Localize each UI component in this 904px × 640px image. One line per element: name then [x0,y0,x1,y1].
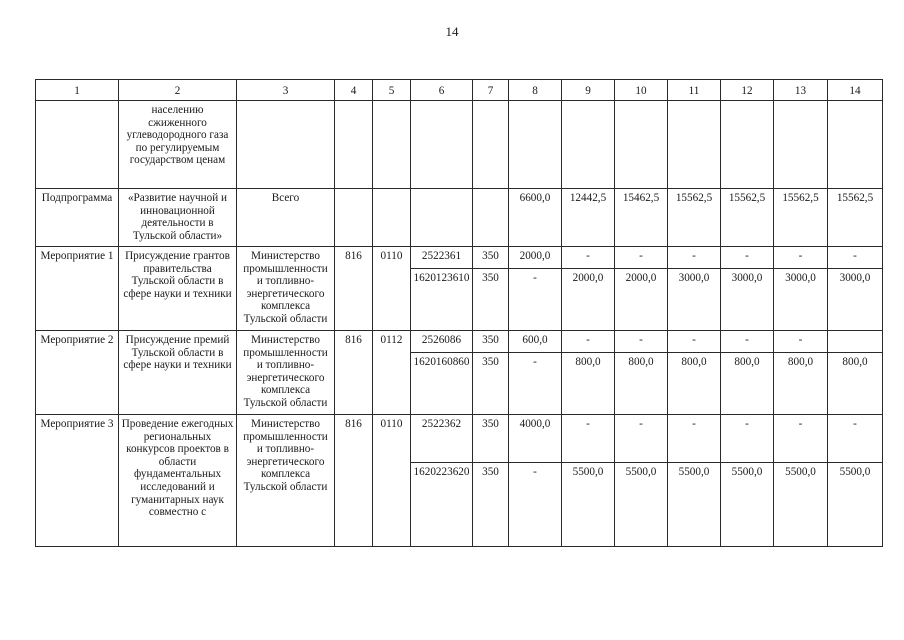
row-name-cell: «Развитие научной и инновационной деятельности в Тульской области» [119,189,237,247]
column-header: 8 [509,80,562,101]
row-name-cell: Проведение ежегодных региональных конкурсов проектов в области фундаментальных исследований и гуманитарных наук совместно с [119,415,237,547]
value-cell [562,101,615,189]
value-cell: - [615,415,668,463]
column-header: 3 [237,80,335,101]
value-cell [668,101,721,189]
measure-row [36,415,883,463]
value-cell [721,101,774,189]
csr-cell: 1620160860 [411,353,473,415]
value-cell: 15462,5 [615,189,668,247]
value-cell: 15562,5 [721,189,774,247]
value-cell: - [774,331,828,353]
value-cell [828,331,883,353]
value-cell: 2000,0 [615,269,668,331]
value-cell: 800,0 [562,353,615,415]
value-cell: 2000,0 [509,247,562,269]
vr-cell: 350 [473,331,509,353]
value-cell: 5500,0 [615,463,668,547]
value-cell: 6600,0 [509,189,562,247]
row-type-cell: Мероприятие 2 [36,331,119,415]
vr-cell: 350 [473,269,509,331]
page-number: 14 [445,24,459,39]
value-cell: 5500,0 [721,463,774,547]
value-cell: 800,0 [828,353,883,415]
executor-cell: Всего [237,189,335,247]
section-cell: 0112 [373,331,411,415]
value-cell: 5500,0 [668,463,721,547]
budget-table [35,79,883,547]
executor-cell [237,101,335,189]
row-type-cell [36,101,119,189]
row-name-cell: Присуждение грантов правительства Тульской области в сфере науки и техники [119,247,237,331]
csr-cell: 2522362 [411,415,473,463]
value-cell: 15562,5 [774,189,828,247]
value-cell: - [509,269,562,331]
vr-cell: 350 [473,247,509,269]
value-cell: - [615,247,668,269]
value-cell: 4000,0 [509,415,562,463]
column-header: 1 [36,80,119,101]
section-cell [373,189,411,247]
value-cell: - [721,331,774,353]
column-header: 4 [335,80,373,101]
column-header: 10 [615,80,668,101]
value-cell [509,101,562,189]
executor-cell: Министерство промышленности и топливно-энергетического комплекса Тульской области [237,247,335,331]
section-cell: 0110 [373,415,411,547]
value-cell: 800,0 [721,353,774,415]
csr-cell [411,101,473,189]
value-cell: 2000,0 [562,269,615,331]
value-cell: 3000,0 [668,269,721,331]
value-cell: - [562,247,615,269]
row-name-cell: Присуждение премий Тульской области в сфере науки и техники [119,331,237,415]
value-cell: - [721,415,774,463]
column-header: 12 [721,80,774,101]
column-header: 7 [473,80,509,101]
section-cell: 0110 [373,247,411,331]
value-cell: 5500,0 [828,463,883,547]
column-header: 6 [411,80,473,101]
value-cell [774,101,828,189]
grbs-cell: 816 [335,331,373,415]
value-cell: 15562,5 [668,189,721,247]
value-cell: 800,0 [774,353,828,415]
value-cell: - [562,331,615,353]
value-cell: - [774,247,828,269]
grbs-cell: 816 [335,247,373,331]
subprogram-row [36,189,883,247]
value-cell: - [615,331,668,353]
value-cell: 800,0 [615,353,668,415]
column-header: 5 [373,80,411,101]
vr-cell: 350 [473,463,509,547]
csr-cell: 1620223620 [411,463,473,547]
column-header: 14 [828,80,883,101]
vr-cell: 350 [473,353,509,415]
value-cell: - [509,353,562,415]
value-cell: - [509,463,562,547]
column-header: 2 [119,80,237,101]
vr-cell [473,101,509,189]
csr-cell: 2522361 [411,247,473,269]
value-cell: - [828,247,883,269]
value-cell: - [668,247,721,269]
grbs-cell [335,189,373,247]
value-cell: 800,0 [668,353,721,415]
csr-cell: 2526086 [411,331,473,353]
row-type-cell: Мероприятие 3 [36,415,119,547]
value-cell: 15562,5 [828,189,883,247]
value-cell: - [721,247,774,269]
value-cell: 3000,0 [774,269,828,331]
column-header: 11 [668,80,721,101]
executor-cell: Министерство промышленности и топливно-энергетического комплекса Тульской области [237,415,335,547]
csr-cell [411,189,473,247]
value-cell: 5500,0 [562,463,615,547]
value-cell: 3000,0 [721,269,774,331]
measure-row [36,247,883,269]
measure-row [36,331,883,353]
value-cell: - [668,415,721,463]
value-cell: 5500,0 [774,463,828,547]
grbs-cell: 816 [335,415,373,547]
value-cell: - [828,415,883,463]
value-cell: 600,0 [509,331,562,353]
row-type-cell: Мероприятие 1 [36,247,119,331]
row-name-cell: населению сжиженного углеводородного газа по регулируемым государством ценам [119,101,237,189]
value-cell: - [668,331,721,353]
value-cell [828,101,883,189]
grbs-cell [335,101,373,189]
column-header-row [36,80,883,101]
vr-cell [473,189,509,247]
executor-cell: Министерство промышленности и топливно-энергетического комплекса Тульской области [237,331,335,415]
value-cell: 12442,5 [562,189,615,247]
value-cell [615,101,668,189]
value-cell: - [562,415,615,463]
value-cell: - [774,415,828,463]
vr-cell: 350 [473,415,509,463]
continuation-row [36,101,883,189]
row-type-cell: Подпрограмма [36,189,119,247]
column-header: 9 [562,80,615,101]
section-cell [373,101,411,189]
column-header: 13 [774,80,828,101]
csr-cell: 1620123610 [411,269,473,331]
value-cell: 3000,0 [828,269,883,331]
